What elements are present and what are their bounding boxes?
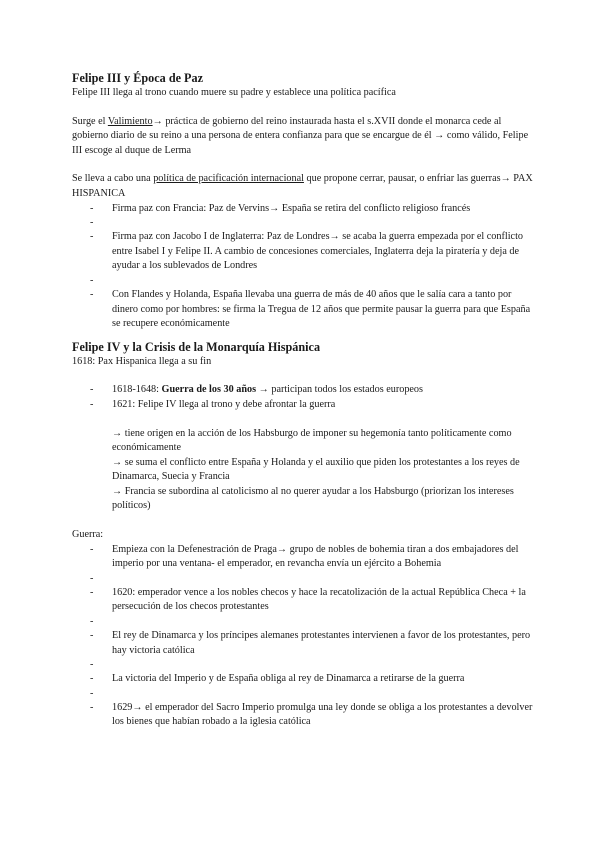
list-item: - Con Flandes y Holanda, España llevaba una guerra de más de 40 años que le salía cara a tanto por dinero como por hombres: se firma la Tregua de 12 años que permite pausar la guerra para que España se recupere económicamente xyxy=(72,288,534,332)
cause-line: → Francia se subordina al catolicismo al no querer ayudar a los Habsburgo (priorizan los intereses políticos) xyxy=(112,485,514,512)
guerra-label: Guerra: xyxy=(72,529,104,541)
valimiento-paragraph: Surge el Valimiento→ práctica de gobierno del reino instaurada hasta el s.XVII donde el monarca cede al gobierno diario de su reino a una persona de entera confianza para que se encargue de él → como válido, Felipe III escoge al duque de Lerma xyxy=(72,115,529,156)
list-item: - Firma paz con Francia: Paz de Vervins→ España se retira del conflicto religioso francés xyxy=(72,202,534,217)
pacificacion-term: política de pacificación internacional xyxy=(153,173,304,185)
cause-line: → tiene origen en la acción de los Habsburgo de imponer su hegemonía tanto políticamente como económicamente xyxy=(112,427,512,454)
section-title-felipe-iii: Felipe III y Época de Paz xyxy=(72,71,204,85)
list-item: - 1620: emperador vence a los nobles checos y hace la recatolización de la actual República Checa + la persecución de los checos protestantes xyxy=(72,586,534,615)
list-item: - El rey de Dinamarca y los príncipes alemanes protestantes intervienen a favor de los protestantes, pero hay victoria católica xyxy=(72,629,534,658)
causes-block xyxy=(72,427,534,515)
guerra-30-term: Guerra de los 30 años xyxy=(161,384,257,396)
valimiento-term: Valimiento xyxy=(107,115,153,127)
list-item: - 1618-1648: Guerra de los 30 años → participan todos los estados europeos xyxy=(72,383,534,398)
list-item: - Empieza con la Defenestración de Praga→ grupo de nobles de bohemia tiran a dos embajadores del imperio por una ventana- el emperador, en revancha envía un ejército a Bohemia xyxy=(72,543,534,572)
document-page xyxy=(72,70,534,730)
felipe-iii-intro: Felipe III llega al trono cuando muere su padre y establece una política pacífica xyxy=(72,87,396,98)
pax-hispanica-list xyxy=(72,202,534,332)
guerra-30-list xyxy=(72,383,534,412)
pacificacion-paragraph: Se lleva a cabo una política de pacificación internacional que propone cerrar, pausar, o enfriar las guerras→ PAX HISPANICA xyxy=(72,173,533,199)
guerra-list xyxy=(72,543,534,730)
section-title-felipe-iv: Felipe IV y la Crisis de la Monarquía Hispánica xyxy=(72,339,321,354)
list-item: - La victoria del Imperio y de España obliga al rey de Dinamarca a retirarse de la guerra xyxy=(72,672,534,687)
list-item: - Firma paz con Jacobo I de Inglaterra: Paz de Londres→ se acaba la guerra empezada por el conflicto entre Isabel I y Felipe II. A cambio de concesiones comerciales, Inglaterra deja la piratería y deja de ayudar a los sublevados de Londres xyxy=(72,230,534,274)
felipe-iv-intro: 1618: Pax Hispanica llega a su fin xyxy=(72,355,212,367)
list-item: - 1629→ el emperador del Sacro Imperio promulga una ley donde se obliga a los protestantes a devolver los bienes que habían robado a la iglesia católica xyxy=(72,701,534,730)
list-item: - 1621: Felipe IV llega al trono y debe afrontar la guerra xyxy=(72,398,534,413)
cause-line: → se suma el conflicto entre España y Holanda y el auxilio que piden los protestantes a los reyes de Dinamarca, Suecia y Francia xyxy=(112,456,520,483)
